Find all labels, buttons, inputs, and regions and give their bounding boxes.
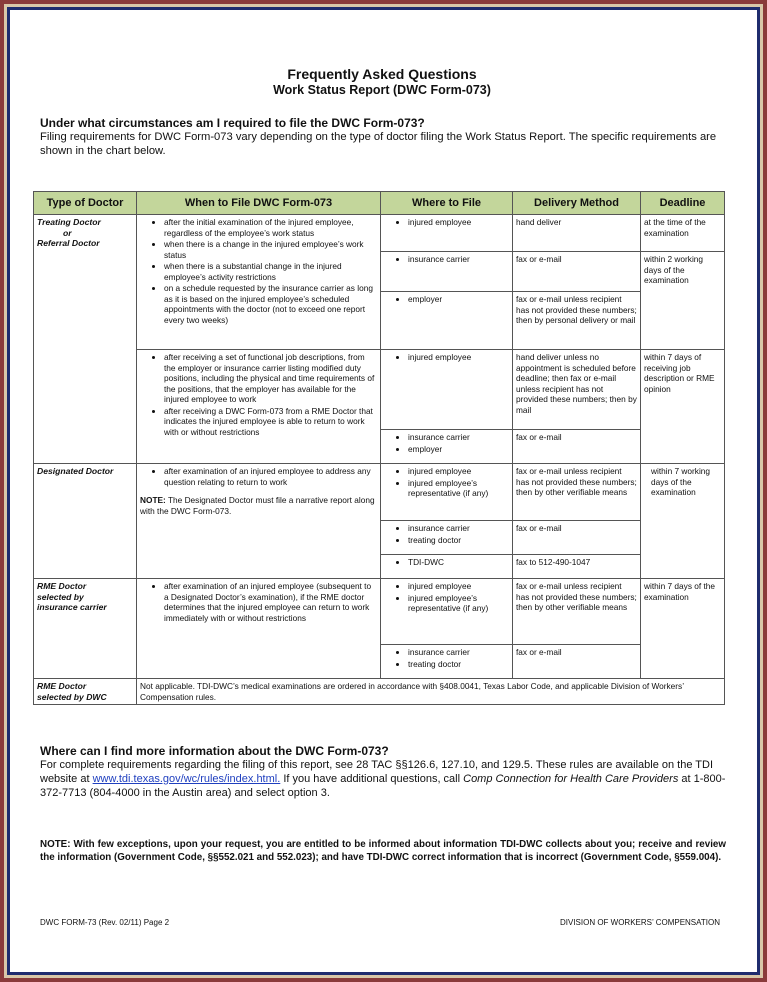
where-to-file-cell: [381, 252, 513, 292]
deadline-cell: within 7 days of receiving job description or RME opinion: [641, 350, 725, 464]
list-item: • employer: [408, 294, 509, 305]
list-item: • when there is a substantial change in the injured employee’s activity restrictions: [164, 261, 377, 282]
where-to-file-cell: [381, 430, 513, 464]
table-row: [34, 579, 725, 645]
where-to-file-cell: [381, 464, 513, 521]
col-type-of-doctor: Type of Doctor: [34, 192, 137, 215]
more-info-answer: For complete requirements regarding the filing of this report, see 28 TAC §§126.6, 127.10, and 129.5. These rules are available on the TDI website at www.tdi.texas.gov/wc/rules/index.html. If you have additional questions, call Comp Connection for Health Care Providers at 1-800-372-7713 (804-4000 in the Austin area) and select option 3.: [40, 759, 726, 799]
deadline-cell: at the time of the examination: [641, 215, 725, 252]
delivery-cell: fax or e-mail: [513, 645, 641, 679]
list-item: • insurance carrier: [408, 432, 509, 443]
delivery-cell: fax or e-mail: [513, 521, 641, 555]
rme-dwc-text: Not applicable. TDI-DWC’s medical examinations are ordered in accordance with §408.0041, Texas Labor Code, and applicable Division of Workers’ Compensation rules.: [137, 679, 725, 705]
where-to-file-cell: [381, 215, 513, 252]
list-item: • treating doctor: [408, 659, 509, 670]
list-item: • injured employee: [408, 352, 509, 363]
privacy-note: NOTE: With few exceptions, upon your request, you are entitled to be informed about information TDI-DWC collects about you; receive and review the information (Government Code, §§552.021 and 552.023); and have TDI-DWC correct information that is incorrect (Government Code, §559.004).: [40, 839, 726, 863]
list-item: • after the initial examination of the injured employee, regardless of the employee’s work status: [164, 217, 377, 238]
table-row: [34, 215, 725, 252]
table-header-row: [34, 192, 725, 215]
table-row: [34, 464, 725, 521]
list-item: • insurance carrier: [408, 523, 509, 534]
document-page: [40, 66, 724, 158]
when-to-file-cell: [137, 350, 381, 464]
delivery-cell: fax or e-mail unless recipient has not provided these numbers; then by other verifiable means: [513, 579, 641, 645]
list-item: • after receiving a set of functional job descriptions, from the employer or insurance carrier listing modified duty positions, including the physical and time requirements of the positions, that the employer has available for the injured employee to work: [164, 352, 377, 405]
when-to-file-cell: [137, 579, 381, 679]
list-item: • insurance carrier: [408, 647, 509, 658]
where-to-file-cell: [381, 555, 513, 579]
footer-right: DIVISION OF WORKERS’ COMPENSATION: [559, 918, 720, 927]
list-item: • employer: [408, 444, 509, 455]
list-item: • injured employee: [408, 217, 509, 228]
delivery-cell: fax or e-mail: [513, 430, 641, 464]
doctor-type-rme-dwc: RME Doctor selected by DWC: [34, 679, 137, 705]
list-item: • injured employee’s representative (if any): [408, 478, 509, 499]
delivery-cell: hand deliver unless no appointment is scheduled before deadline; then fax or e-mail unless recipient has not provided these numbers; then by mail: [513, 350, 641, 430]
col-delivery-method: Delivery Method: [513, 192, 641, 215]
deadline-cell: within 7 days of the examination: [641, 579, 725, 679]
deadline-cell: within 7 working days of the examination: [641, 464, 725, 579]
delivery-cell: fax to 512-490-1047: [513, 555, 641, 579]
list-item: • on a schedule requested by the insurance carrier as long as it is based on the injured employee’s scheduled appointments with the doctor (not to exceed one report every two weeks): [164, 283, 377, 325]
col-when-to-file: When to File DWC Form-073: [137, 192, 381, 215]
page-title: Frequently Asked Questions: [287, 66, 477, 82]
list-item: • treating doctor: [408, 535, 509, 546]
table-row: [34, 679, 725, 705]
page-subtitle: Work Status Report (DWC Form-073): [273, 83, 491, 97]
designated-note: NOTE: The Designated Doctor must file a narrative report along with the DWC Form-073.: [140, 495, 375, 516]
col-deadline: Deadline: [641, 192, 725, 215]
delivery-cell: hand deliver: [513, 215, 641, 252]
intro-question: Under what circumstances am I required to file the DWC Form-073?: [40, 116, 425, 130]
list-item: • after receiving a DWC Form-073 from a RME Doctor that indicates the injured employee is able to return to work with or without restrictions: [164, 406, 377, 438]
list-item: • after examination of an injured employee (subsequent to a Designated Doctor’s examination), if the RME doctor determines that the injured employee can return to work immediately with or without restrictions: [164, 581, 377, 623]
intro-answer: Filing requirements for DWC Form-073 vary depending on the type of doctor filing the Work Status Report. The specific requirements are shown in the chart below.: [40, 131, 717, 157]
list-item: • after examination of an injured employee to address any question relating to return to work: [164, 466, 377, 487]
list-item: • insurance carrier: [408, 254, 509, 265]
where-to-file-cell: [381, 292, 513, 350]
table-row: [34, 350, 725, 430]
list-item: • injured employee: [408, 581, 509, 592]
more-info-section: [40, 744, 726, 800]
list-item: • injured employee: [408, 466, 509, 477]
where-to-file-cell: [381, 350, 513, 430]
doctor-type-rme-carrier: RME Doctor selected by insurance carrier: [34, 579, 137, 679]
delivery-cell: fax or e-mail unless recipient has not provided these numbers; then by personal delivery or mail: [513, 292, 641, 350]
when-to-file-cell: [137, 464, 381, 579]
doctor-type-treating: Treating Doctor or Referral Doctor: [34, 215, 137, 464]
delivery-cell: fax or e-mail unless recipient has not provided these numbers; then by other verifiable means: [513, 464, 641, 521]
doctor-type-designated: Designated Doctor: [34, 464, 137, 579]
list-item: • injured employee’s representative (if any): [408, 593, 509, 614]
where-to-file-cell: [381, 579, 513, 645]
when-to-file-cell: [137, 215, 381, 350]
more-info-question: Where can I find more information about the DWC Form-073?: [40, 744, 389, 758]
tdi-rules-link[interactable]: www.tdi.texas.gov/wc/rules/index.html.: [92, 773, 281, 785]
col-where-to-file: Where to File: [381, 192, 513, 215]
deadline-cell: within 2 working days of the examination: [641, 252, 725, 350]
list-item: • when there is a change in the injured employee’s work status: [164, 239, 377, 260]
list-item: • TDI-DWC: [408, 557, 509, 568]
org-name: Comp Connection for Health Care Providers: [463, 773, 679, 785]
where-to-file-cell: [381, 521, 513, 555]
requirements-table: [33, 191, 725, 705]
footer-left: DWC FORM-73 (Rev. 02/11) Page 2: [40, 918, 170, 927]
delivery-cell: fax or e-mail: [513, 252, 641, 292]
where-to-file-cell: [381, 645, 513, 679]
